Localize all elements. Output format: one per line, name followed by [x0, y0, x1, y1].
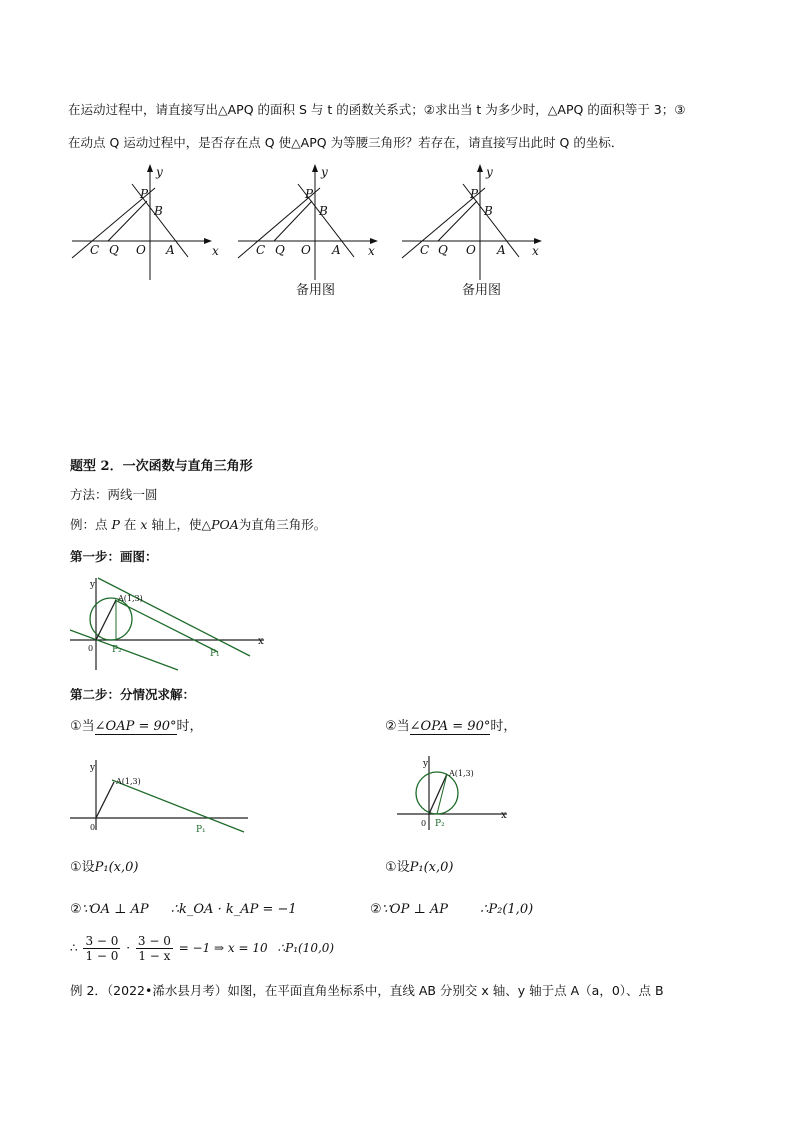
svg-text:P: P	[470, 187, 479, 201]
svg-text:y: y	[90, 580, 96, 590]
method-line: 方法：两线一圆	[70, 487, 158, 502]
svg-text:A: A	[497, 243, 506, 257]
intro-line-2: 在动点 Q 运动过程中，是否存在点 Q 使△APQ 为等腰三角形？若存在，请直接写出此时 Q 的坐标．	[68, 135, 624, 150]
svg-text:P₂: P₂	[435, 819, 445, 829]
svg-text:P₁: P₁	[196, 825, 206, 835]
section-title: 题型 2．一次函数与直角三角形	[70, 459, 253, 474]
figure-1	[60, 162, 220, 282]
svg-text:x: x	[258, 636, 264, 647]
caption-figure-2: 备用图	[296, 283, 336, 298]
label-A: A	[166, 243, 175, 257]
svg-text:A(1,3): A(1,3)	[116, 777, 141, 786]
svg-text:C: C	[256, 243, 266, 257]
svg-text:y: y	[486, 165, 493, 179]
svg-text:Q: Q	[438, 243, 448, 257]
label-B: B	[154, 204, 163, 218]
label-Q: Q	[109, 243, 119, 257]
caption-figure-3: 备用图	[462, 283, 502, 298]
sketch-main	[68, 574, 268, 674]
label-O: O	[136, 243, 146, 257]
step2-label: 第二步：分情况求解：	[70, 687, 196, 702]
svg-text:C: C	[420, 243, 430, 257]
svg-text:y: y	[90, 763, 96, 773]
svg-text:Q: Q	[275, 243, 285, 257]
step1-label: 第一步：画图：	[70, 549, 158, 564]
label-x: x	[212, 244, 219, 258]
svg-text:0: 0	[421, 819, 427, 828]
case2-line-2: ②∵OP ⊥ AP ∴P₂(1,0)	[370, 902, 534, 917]
svg-text:0: 0	[88, 644, 94, 653]
svg-text:x: x	[368, 244, 375, 258]
svg-text:O: O	[301, 243, 311, 257]
svg-text:B: B	[484, 204, 493, 218]
svg-text:0: 0	[90, 823, 96, 832]
svg-text:y: y	[423, 759, 429, 769]
figure-3	[394, 162, 554, 282]
svg-text:P₁: P₁	[210, 649, 220, 659]
case2-line-1: ①设P₁(x,0)	[385, 860, 454, 875]
svg-text:P₂: P₂	[112, 645, 122, 655]
svg-text:x: x	[532, 244, 539, 258]
figure-2	[228, 162, 388, 282]
case2-heading: ②当∠OPA = 90°时，	[385, 719, 517, 734]
svg-text:B: B	[319, 204, 328, 218]
svg-text:O: O	[466, 243, 476, 257]
example-line: 例：点 P 在 x 轴上，使△POA为直角三角形。	[70, 517, 327, 532]
case1-heading: ①当∠OAP = 90°时，	[70, 719, 203, 734]
svg-text:A(1,3): A(1,3)	[118, 594, 143, 603]
case1-line-2: ②∵OA ⊥ AP ∴k_OA · k_AP = −1	[70, 902, 297, 917]
intro-line-1: 在运动过程中，请直接写出△APQ 的面积 S 与 t 的函数关系式；②求出当 t 为多少时，△APQ 的面积等于 3；③	[68, 102, 686, 117]
svg-text:x: x	[501, 810, 507, 821]
label-P: P	[140, 187, 149, 201]
svg-text:P: P	[305, 187, 314, 201]
case1-line-3: ∴ $\frac{3 - 0}{1 - 0}$ · $\frac{3 - 0}{1 - x}$ = −1 ⇒ x = 10 ∴P₁(10,0)	[70, 934, 335, 963]
example2-line: 例 2．（2022•浠水县月考）如图，在平面直角坐标系中，直线 AB 分别交 x 轴、y 轴于点 A（a，0）、点 B	[70, 983, 664, 998]
label-C: C	[90, 243, 100, 257]
sketch-case2	[395, 752, 515, 832]
svg-text:y: y	[321, 165, 328, 179]
svg-text:A(1,3): A(1,3)	[449, 769, 474, 778]
label-y: y	[156, 165, 163, 179]
case1-line-1: ①设P₁(x,0)	[70, 860, 139, 875]
sketch-case1	[68, 756, 258, 836]
svg-text:A: A	[332, 243, 341, 257]
